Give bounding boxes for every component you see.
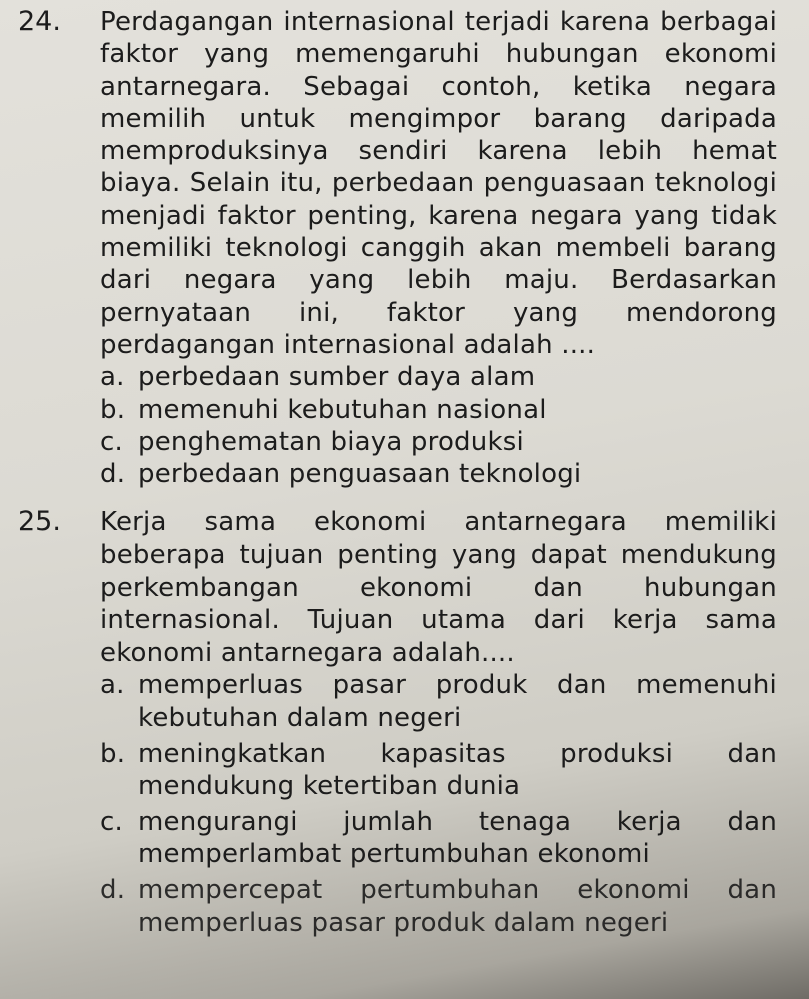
option-b[interactable]: [100, 394, 777, 426]
option-text: mempercepat pertumbuhan ekonomi dan memperluas pasar produk dalam negeri: [138, 874, 777, 938]
option-letter: d.: [100, 459, 126, 490]
option-text: perbedaan penguasaan teknologi: [138, 459, 582, 490]
option-a[interactable]: [100, 361, 777, 393]
option-text: memenuhi kebutuhan nasional: [138, 394, 547, 425]
option-letter: c.: [100, 806, 123, 837]
option-text: meningkatkan kapasitas produksi dan mendukung ketertiban dunia: [138, 738, 777, 802]
option-text: memperluas pasar produk dan memenuhi kebutuhan dalam negeri: [138, 670, 777, 734]
option-d[interactable]: [100, 458, 777, 490]
question-25: [18, 506, 777, 942]
option-letter: b.: [100, 738, 126, 769]
option-a[interactable]: [100, 669, 777, 734]
question-number: 25.: [18, 506, 61, 538]
option-letter: b.: [100, 394, 126, 425]
option-text: mengurangi jumlah tenaga kerja dan memperlambat pertumbuhan ekonomi: [138, 806, 777, 870]
option-letter: a.: [100, 362, 125, 393]
option-letter: a.: [100, 670, 125, 701]
question-body: [100, 506, 777, 942]
option-text: penghematan biaya produksi: [138, 426, 524, 457]
option-letter: c.: [100, 426, 123, 457]
question-text: Kerja sama ekonomi antarnegara memiliki beberapa tujuan penting yang dapat mendukung perkembangan ekonomi dan hubungan internasional. Tujuan utama dari kerja sama ekonomi antarnegara adalah....: [100, 507, 777, 668]
answer-options: [100, 669, 777, 939]
option-c[interactable]: [100, 426, 777, 458]
question-text: Perdagangan internasional terjadi karena berbagai faktor yang memengaruhi hubungan ekonomi antarnegara. Sebagai contoh, ketika negara memilih untuk mengimpor barang daripada memproduksinya sendiri karena lebih hemat biaya. Selain itu, perbedaan penguasaan teknologi menjadi faktor penting, karena negara yang tidak memiliki teknologi canggih akan membeli barang dari negara yang lebih maju. Berdasarkan pernyataan ini, faktor yang mendorong perdagangan internasional adalah ....: [100, 7, 777, 360]
question-number: 24.: [18, 6, 61, 37]
option-letter: d.: [100, 874, 126, 905]
option-c[interactable]: [100, 806, 777, 871]
question-body: [100, 6, 777, 490]
option-text: perbedaan sumber daya alam: [138, 362, 536, 393]
option-d[interactable]: [100, 874, 777, 939]
option-b[interactable]: [100, 738, 777, 803]
answer-options: [100, 361, 777, 490]
question-24: [18, 6, 777, 490]
